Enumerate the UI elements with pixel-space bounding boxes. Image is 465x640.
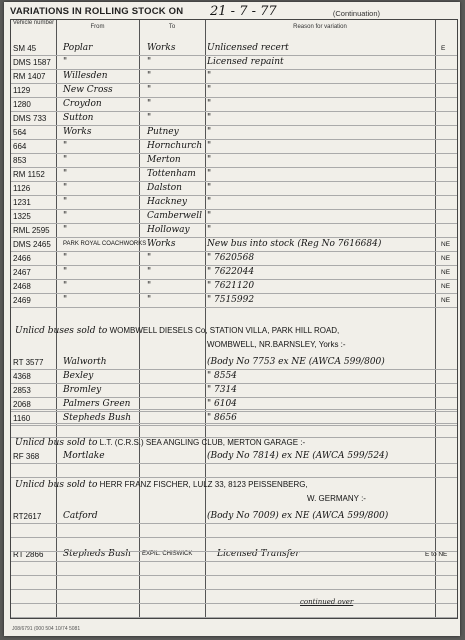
- vehicle-number: 2468: [13, 282, 31, 291]
- status-code: NE: [441, 297, 451, 304]
- from-value: Stepheds Bush: [63, 413, 132, 423]
- ruled-line: [11, 410, 457, 424]
- vehicle-number: DMS 733: [13, 114, 47, 123]
- from-value: Poplar: [63, 43, 93, 53]
- table-row: [11, 98, 457, 112]
- ruled-line: [11, 396, 457, 410]
- to-value: Works: [147, 239, 176, 249]
- reason-value: Unlicensed recert: [207, 43, 289, 53]
- reason-value: " 8554: [207, 371, 237, 381]
- from-value: ": [63, 141, 68, 151]
- status-code: NE: [441, 255, 451, 262]
- reason-value: ": [207, 183, 212, 193]
- to-value: Hornchurch: [147, 141, 203, 151]
- table-row: [11, 210, 457, 224]
- to-value: ": [147, 253, 152, 263]
- from-value: ": [63, 57, 68, 67]
- table-row: [11, 370, 457, 384]
- from-value: Palmers Green: [63, 399, 131, 409]
- continued-over-note: continued over: [300, 598, 354, 606]
- header-from: From: [90, 24, 105, 30]
- from-value: ": [63, 253, 68, 263]
- ruled-line: [11, 424, 457, 438]
- vehicle-number: RML 2595: [13, 226, 50, 235]
- vehicle-number: 1160: [13, 414, 31, 423]
- vehicle-number: RM 1407: [13, 72, 46, 81]
- table-row: [11, 182, 457, 196]
- table-row: [11, 356, 457, 370]
- section2-row: [11, 450, 457, 464]
- reason-value: " 7515992: [207, 295, 255, 305]
- vehicle-number: 2466: [13, 254, 31, 263]
- from-value: Sutton: [63, 113, 94, 123]
- vehicle-number: RT 2866: [13, 550, 44, 559]
- reason-value: ": [207, 155, 212, 165]
- reason-value: " 7622044: [207, 267, 255, 277]
- from-value: ": [63, 295, 68, 305]
- to-value: ": [147, 295, 152, 305]
- from-value: ": [63, 281, 68, 291]
- to-value: ": [147, 71, 152, 81]
- from-value: ": [63, 155, 68, 165]
- status-code: NE: [441, 241, 451, 248]
- to-value: Putney: [147, 127, 179, 137]
- to-value: ": [147, 99, 152, 109]
- table-row: [11, 56, 457, 70]
- status-code: E to NE: [425, 551, 448, 558]
- table-row: [11, 42, 457, 56]
- reason-value: ": [207, 225, 212, 235]
- from-value: Works: [63, 127, 92, 137]
- table-row: [11, 70, 457, 84]
- to-value: Hackney: [147, 197, 187, 207]
- to-value: ": [147, 113, 152, 123]
- vehicle-number: 853: [13, 156, 27, 165]
- from-value: Bexley: [63, 371, 94, 381]
- from-value: Croydon: [63, 99, 102, 109]
- to-value: Camberwell: [147, 211, 202, 221]
- reason-value: ": [207, 113, 212, 123]
- reason-value: " 7621120: [207, 281, 255, 291]
- table-row: [11, 112, 457, 126]
- vehicle-number: 2469: [13, 296, 31, 305]
- from-value: Catford: [63, 511, 98, 521]
- to-value: Holloway: [147, 225, 190, 235]
- status-code: E: [441, 45, 446, 52]
- from-value: PARK ROYAL COACHWORKS: [63, 241, 147, 247]
- table-row: [11, 224, 457, 238]
- reason-value: ": [207, 169, 212, 179]
- to-value: ": [147, 281, 152, 291]
- ruled-line: [11, 464, 457, 478]
- reason-value: " 6104: [207, 399, 237, 409]
- vehicle-number: RF 368: [13, 452, 40, 461]
- from-value: New Cross: [63, 85, 113, 95]
- to-value: ": [147, 57, 152, 67]
- table-row: [11, 238, 457, 252]
- reason-value: (Body No 7753 ex NE (AWCA 599/800): [207, 357, 385, 367]
- reason-value: Licensed repaint: [207, 57, 284, 67]
- reason-value: ": [207, 99, 212, 109]
- ruled-line: [11, 538, 457, 552]
- ruled-line: [11, 576, 457, 590]
- vehicle-number: 2467: [13, 268, 31, 277]
- vehicle-number: 2853: [13, 386, 31, 395]
- reason-value: ": [207, 71, 212, 81]
- ruled-line: [11, 604, 457, 618]
- table-row: [11, 294, 457, 308]
- form-date: 21 - 7 - 77: [210, 4, 277, 19]
- ruled-line: [11, 524, 457, 538]
- to-value: Dalston: [147, 183, 182, 193]
- vehicle-number: 1129: [13, 86, 31, 95]
- vehicle-number: 564: [13, 128, 27, 137]
- section1-heading: Unlicd buses sold to WOMBWELL DIESELS Co, STATION VILLA, PARK HILL ROAD,: [15, 326, 340, 336]
- section1-heading-line2: WOMBWELL, NR.BARNSLEY, Yorks :-: [207, 340, 346, 349]
- reason-value: ": [207, 141, 212, 151]
- table-row: [11, 84, 457, 98]
- section3-heading: Unlicd bus sold to HERR FRANZ FISCHER, LULZ 33, 8123 PEISSENBERG,: [15, 480, 308, 490]
- form-title: VARIATIONS IN ROLLING STOCK ON: [10, 6, 184, 17]
- form-code: J08/6791 (000 504 10/74 5081: [12, 626, 81, 632]
- table-row: [11, 266, 457, 280]
- to-value: Merton: [147, 155, 181, 165]
- table-row: [11, 168, 457, 182]
- vehicle-number: RT2617: [13, 512, 42, 521]
- to-value: Tottenham: [147, 169, 196, 179]
- ruled-line: [11, 590, 457, 604]
- from-value: Stepheds Bush: [63, 549, 132, 559]
- reason-value: Licensed Transfer: [217, 549, 300, 559]
- table-row: [11, 140, 457, 154]
- vehicle-number: 664: [13, 142, 27, 151]
- vehicle-number: 1325: [13, 212, 31, 221]
- record-sheet: [4, 2, 460, 636]
- table-row: [11, 126, 457, 140]
- table-row: [11, 252, 457, 266]
- table-row: [11, 154, 457, 168]
- section3-heading-line2: W. GERMANY :-: [307, 494, 366, 503]
- to-value: ": [147, 267, 152, 277]
- section2-heading: Unlicd bus sold to L.T. (C.R.S.) SEA ANGLING CLUB, MERTON GARAGE :-: [15, 438, 306, 448]
- reason-value: " 8656: [207, 413, 237, 423]
- vehicle-number: SM 45: [13, 44, 37, 53]
- from-value: ": [63, 267, 68, 277]
- vehicle-number: 1231: [13, 198, 31, 207]
- status-code: NE: [441, 269, 451, 276]
- reason-value: " 7620568: [207, 253, 255, 263]
- vehicle-number: 1126: [13, 184, 31, 193]
- continuation-label: (Continuation): [332, 9, 380, 18]
- vehicle-number: DMS 1587: [13, 58, 51, 67]
- from-value: ": [63, 197, 68, 207]
- from-value: ": [63, 183, 68, 193]
- section3-row: [11, 510, 457, 524]
- reason-value: " 7314: [207, 385, 237, 395]
- table-row: [11, 280, 457, 294]
- from-value: Bromley: [63, 385, 102, 395]
- reason-value: (Body No 7009) ex NE (AWCA 599/800): [207, 511, 389, 521]
- from-value: ": [63, 211, 68, 221]
- header-vehicle: Vehicle number: [12, 20, 55, 26]
- vehicle-number: RT 3577: [13, 358, 44, 367]
- from-value: Mortlake: [63, 451, 105, 461]
- vehicle-number: DMS 2465: [13, 240, 51, 249]
- vehicle-number: 4368: [13, 372, 31, 381]
- reason-value: ": [207, 197, 212, 207]
- to-value: ": [147, 85, 152, 95]
- header-reason: Reason for variation: [293, 24, 347, 30]
- reason-value: ": [207, 85, 212, 95]
- from-value: Walworth: [63, 357, 107, 367]
- reason-value: ": [207, 211, 212, 221]
- reason-value: New bus into stock (Reg No 7616684): [207, 239, 382, 249]
- vehicle-number: 1280: [13, 100, 31, 109]
- from-value: ": [63, 225, 68, 235]
- reason-value: (Body No 7814) ex NE (AWCA 599/524): [207, 451, 389, 461]
- vehicle-number: RM 1152: [13, 170, 45, 179]
- header-to: To: [168, 24, 176, 30]
- to-value: EXPIL. CHISWICK: [142, 551, 193, 557]
- from-value: ": [63, 169, 68, 179]
- ruled-line: [11, 562, 457, 576]
- reason-value: ": [207, 127, 212, 137]
- to-value: Works: [147, 43, 176, 53]
- table-row: [11, 196, 457, 210]
- vehicle-number: 2068: [13, 400, 31, 409]
- from-value: Willesden: [63, 71, 108, 81]
- status-code: NE: [441, 283, 451, 290]
- variations-table: [10, 19, 458, 619]
